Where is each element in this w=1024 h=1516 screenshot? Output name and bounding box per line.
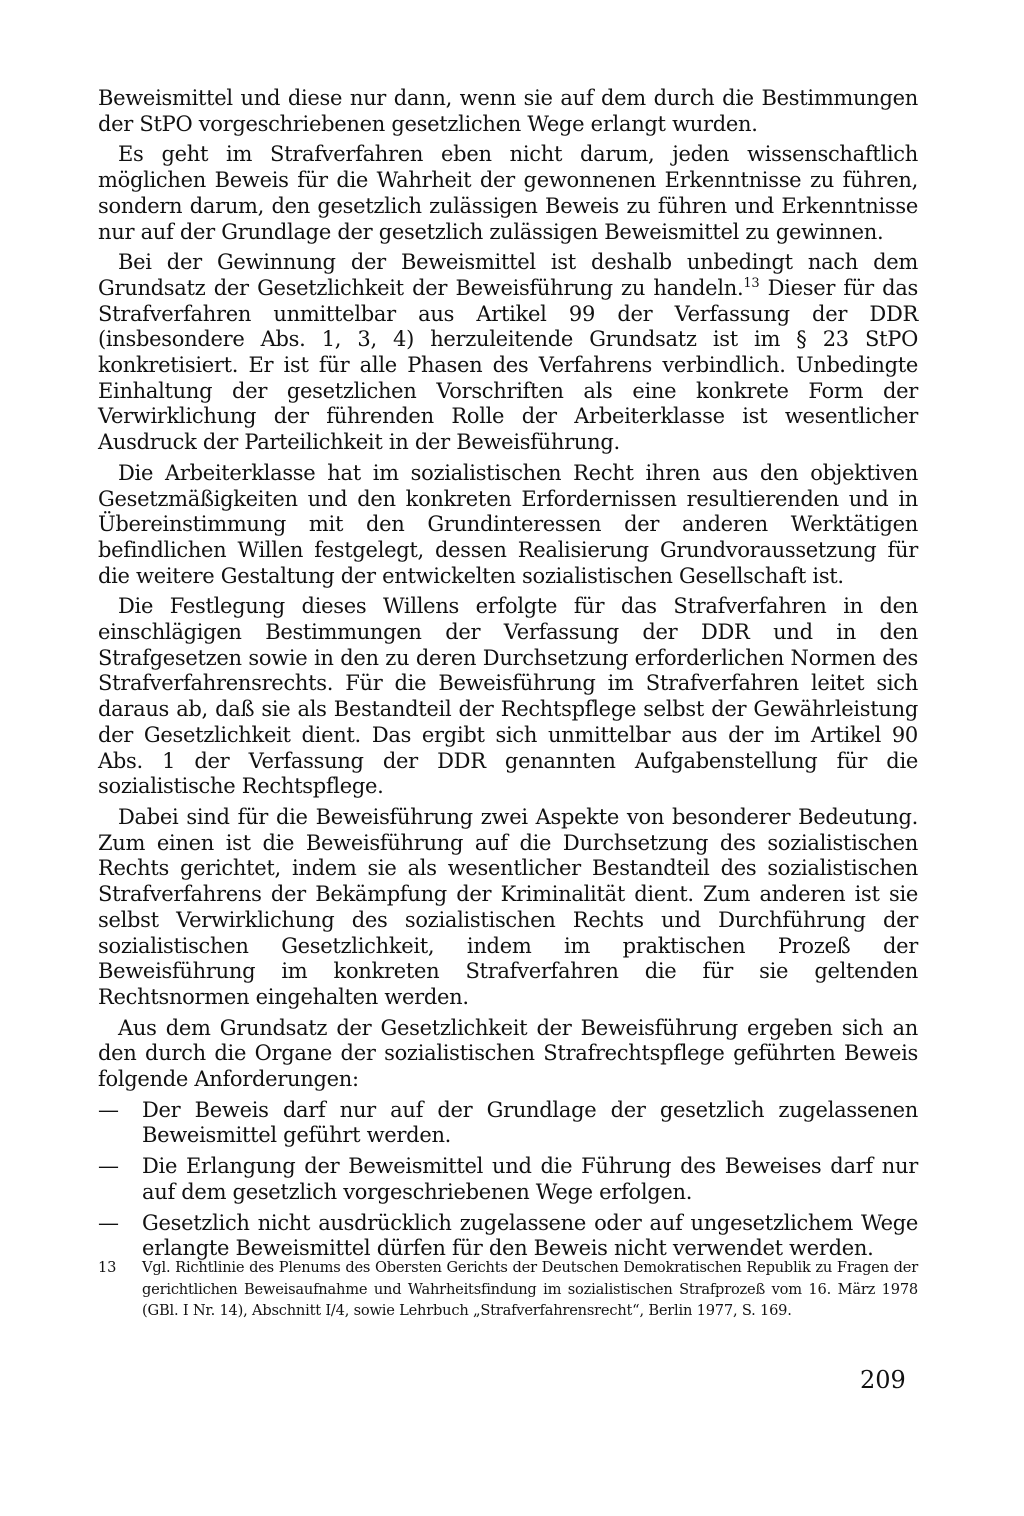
requirements-list <box>98 1098 918 1262</box>
list-item <box>98 1098 918 1149</box>
page-body <box>98 86 918 1267</box>
paragraph-legal-proof: Es geht im Strafverfahren eben nicht darum, jeden wissenschaftlich möglichen Beweis für die Wahrheit der gewonnenen Erkenntnisse zu führen, sondern darum, den gesetzlich zulässigen Beweis zu führen und Erkenntnisse nur auf der Grundlage der gesetzlich zulässigen Beweismittel zu gewinnen. <box>98 142 918 244</box>
footnote-number: 13 <box>98 1259 117 1276</box>
list-item-text: Die Erlangung der Beweismittel und die Führung des Beweises darf nur auf dem gesetzlich vorgeschriebenen Wege erfolgen. <box>142 1154 918 1204</box>
dash-bullet: — <box>98 1210 119 1235</box>
footnote-reference: 13 <box>743 275 760 291</box>
footnote <box>98 1257 918 1322</box>
paragraph-working-class: Die Arbeiterklasse hat im sozialistischen Recht ihren aus den objektiven Gesetzmäßigkeiten und den konkreten Erfordernissen resultierenden und in Übereinstimmung mit den Grundinteressen der anderen Werktätigen befindlichen Willen festgelegt, dessen Realisierung Grundvoraussetzung für die weitere Gestaltung der entwickelten sozialistischen Gesellschaft ist. <box>98 460 918 588</box>
footnote-text: Vgl. Richtlinie des Plenums des Obersten Gerichts der Deutschen Demokratischen Republik zu Fragen der gerichtlichen Beweisaufnahme und Wahrheitsfindung im sozialistischen Strafprozeß vom 16. März 1978 (GBl. I Nr. 14), Abschnitt I/4, sowie Lehrbuch „Strafverfahrensrecht“, Berlin 1977, S. 169. <box>142 1259 918 1319</box>
paragraph-text: Bei der Gewinnung der Beweismittel ist deshalb unbedingt nach dem Grundsatz der Gesetzlichkeit der Beweisführung zu handeln. <box>98 250 918 300</box>
dash-bullet: — <box>98 1154 119 1179</box>
paragraph-continuation: Beweismittel und diese nur dann, wenn sie auf dem durch die Bestimmungen der StPO vorgeschriebenen gesetzlichen Wege erlangt wurden. <box>98 86 918 136</box>
page-number: 209 <box>860 1366 906 1394</box>
list-item-text: Gesetzlich nicht ausdrücklich zugelassene oder auf ungesetzlichem Wege erlangte Beweismittel dürfen für den Beweis nicht verwendet werden. <box>142 1210 918 1261</box>
paragraph-will-definition: Die Festlegung dieses Willens erfolgte für das Strafverfahren in den einschlägigen Bestimmungen der Verfassung der DDR und in den Strafgesetzen sowie in den zu deren Durchsetzung erforderlichen Normen des Strafverfahrensrechts. Für die Beweisführung im Strafverfahren leitet sich daraus ab, daß sie als Bestandteil der Rechtspflege selbst der Gewährleistung der Gesetzlichkeit dient. Das ergibt sich unmittelbar aus der im Artikel 90 Abs. 1 der Verfassung der DDR genannten Aufgabenstellung für die sozialistische Rechtspflege. <box>98 594 918 799</box>
paragraph-principle-legality <box>98 250 918 456</box>
paragraph-text: Dieser für das Strafverfahren unmittelbar aus Artikel 99 der Verfassung der DDR (insbesondere Abs. 1, 3, 4) herzuleitende Grundsatz ist im § 23 StPO konkretisiert. Er ist für alle Phasen des Verfahrens verbindlich. Unbedingte Einhaltung der gesetzlichen Vorschriften als eine konkrete Form der Verwirklichung der führenden Rolle der Arbeiterklasse ist wesentlicher Ausdruck der Parteilichkeit in der Beweisführung. <box>98 275 919 455</box>
paragraph-two-aspects: Dabei sind für die Beweisführung zwei Aspekte von besonderer Bedeutung. Zum einen ist die Beweisführung auf die Durchsetzung des sozialistischen Rechts gerichtet, indem sie als wesentlicher Bestandteil des sozialistischen Strafverfahrens der Bekämpfung der Kriminalität dient. Zum anderen ist sie selbst Verwirklichung des sozialistischen Rechts und Durchführung der sozialistischen Gesetzlichkeit, indem im praktischen Prozeß der Beweisführung im konkreten Strafverfahren die für sie geltenden Rechtsnormen eingehalten werden. <box>98 804 918 1009</box>
list-item <box>98 1211 918 1262</box>
paragraph-requirements-intro: Aus dem Grundsatz der Gesetzlichkeit der Beweisführung ergeben sich an den durch die Organe der sozialistischen Strafrechtspflege geführten Beweis folgende Anforderungen: <box>98 1015 918 1092</box>
list-item-text: Der Beweis darf nur auf der Grundlage der gesetzlich zugelassenen Beweismittel geführt werden. <box>142 1097 918 1148</box>
list-item <box>98 1154 918 1205</box>
main-text <box>98 86 918 1262</box>
dash-bullet: — <box>98 1097 119 1122</box>
